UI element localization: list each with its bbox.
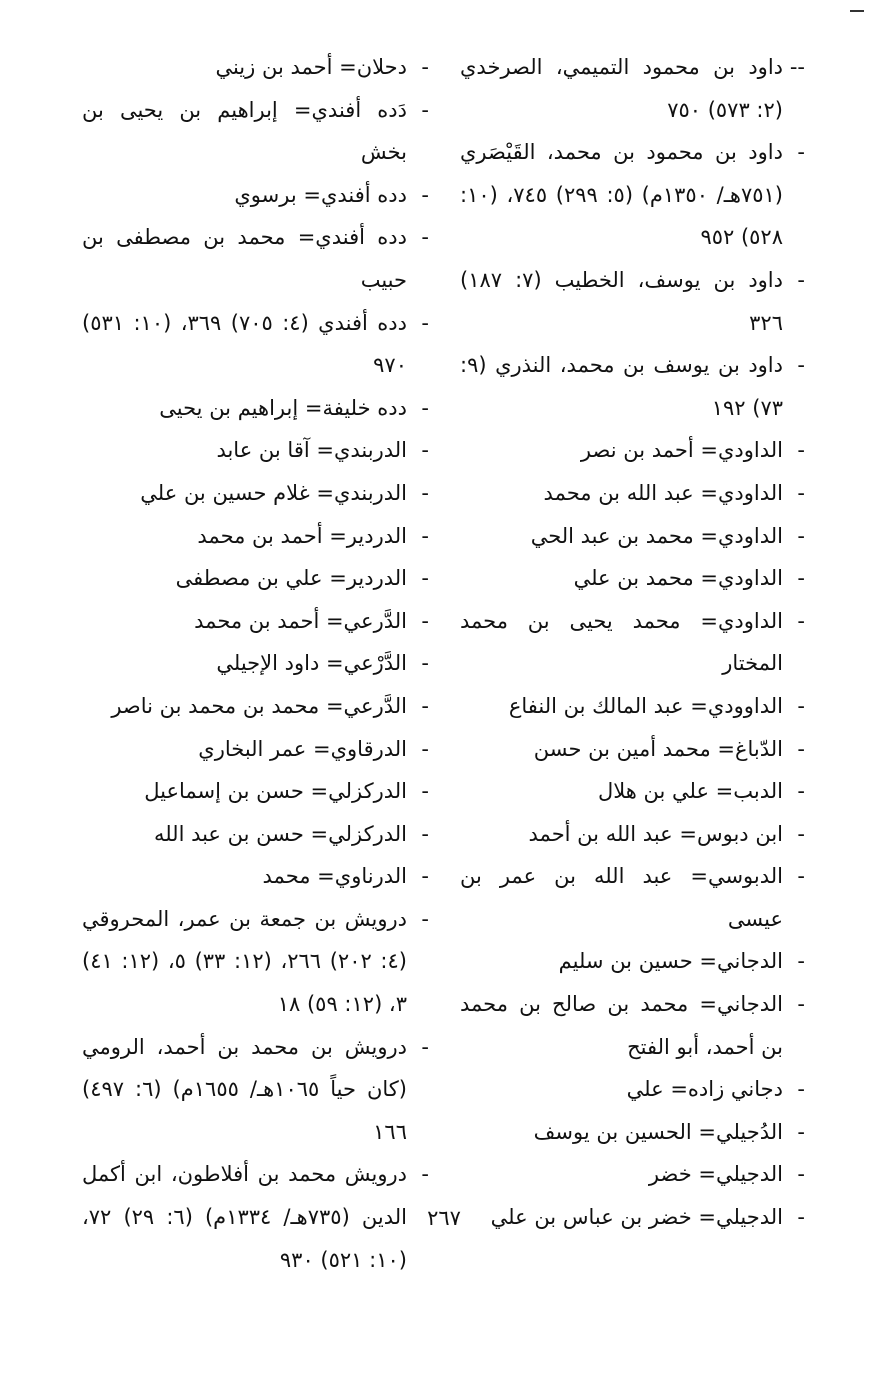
entry-text: الدركزلي= حسن بن عبد الله (153, 821, 407, 846)
entry-dash: - (421, 310, 429, 335)
entry-text: دده خليفة= إبراهيم بن يحيى (159, 395, 407, 420)
index-entry (82, 600, 429, 643)
entry-text: الداوودي= عبد المالك بن النفاع (508, 693, 783, 718)
index-column-right (460, 46, 805, 1239)
entry-text: الداودي= محمد بن عبد الحي (530, 523, 783, 548)
index-entry (82, 813, 429, 856)
entry-text: الدَّرعي= أحمد بن محمد (194, 608, 407, 633)
entry-dash: - (797, 438, 805, 463)
entry-text: الدبب= علي بن هلال (597, 779, 783, 804)
entry-dash: - (797, 821, 805, 846)
entry-dash: - (421, 97, 429, 122)
entry-dash: - (797, 693, 805, 718)
index-entry (460, 685, 805, 728)
entry-text: دَده أفندي= إبراهيم بن يحيى بن بخش (82, 97, 407, 165)
entry-dash: - (421, 55, 429, 79)
entry-text: داود بن يوسف، الخطيب (٧: ١٨٧) ٣٢٦ (460, 267, 783, 335)
entry-dash: - (421, 225, 429, 250)
index-entry (82, 216, 429, 301)
index-entry (460, 472, 805, 515)
entry-text: الدرقاوي= عمر البخاري (198, 736, 407, 761)
entry-text: درويش بن جمعة بن عمر، المحروقي (٤: ٢٠٢) ٢٦٦، (١٢: ٣٣) ٥، (١٢: ٤١) ٣، (١٢: ٥٩) ١٨ (82, 906, 407, 1017)
entry-text: الدَّرْعي= داود الإجيلي (216, 651, 407, 676)
corner-mark (850, 10, 864, 12)
entry-dash: - (797, 779, 805, 804)
entry-dash: - (421, 395, 429, 420)
index-entry (460, 983, 805, 1068)
index-entry (82, 898, 429, 1026)
entry-dash: - (797, 608, 805, 633)
index-entry (460, 855, 805, 940)
entry-dash: - (797, 480, 805, 505)
entry-dash: - (797, 864, 805, 889)
entry-text: الدربندي= غلام حسين بن علي (140, 480, 407, 505)
entry-dash: - (421, 1034, 429, 1059)
entry-dash: - (797, 1119, 805, 1144)
entry-dash: - (421, 438, 429, 463)
entry-text: الدركزلي= حسن بن إسماعيل (144, 779, 407, 804)
index-entry (82, 515, 429, 558)
index-entry (82, 557, 429, 600)
entry-dash: - (797, 353, 805, 378)
entry-dash: - (797, 523, 805, 548)
index-entry (82, 685, 429, 728)
entry-dash: - (797, 1205, 805, 1230)
index-entry (82, 728, 429, 771)
entry-dash: - (797, 267, 805, 292)
index-entry (82, 472, 429, 515)
entry-dash: - (797, 992, 805, 1017)
index-entry (460, 1153, 805, 1196)
entry-dash: - (797, 1162, 805, 1187)
index-entry (82, 387, 429, 430)
entry-text: الدردير= أحمد بن محمد (197, 523, 407, 548)
entry-text: الدّباغ= محمد أمين بن حسن (533, 736, 783, 761)
entry-dash: - (421, 693, 429, 718)
index-entry (82, 855, 429, 898)
index-entry (82, 1026, 429, 1154)
entry-dash: - (797, 1077, 805, 1102)
entry-text: الدجيلي= خضر بن عباس بن علي (490, 1205, 783, 1230)
index-entry (82, 770, 429, 813)
entry-dash: - (797, 566, 805, 591)
index-entry (460, 131, 805, 259)
entry-text: الداودي= عبد الله بن محمد (543, 480, 783, 505)
entry-text: دده أفندي= برسوي (234, 182, 407, 207)
entry-text: الدردير= علي بن مصطفى (175, 566, 407, 591)
entry-text: الداودي= محمد يحيى بن محمد المختار (460, 608, 783, 676)
entry-text: ابن دبوس= عبد الله بن أحمد (528, 821, 783, 846)
entry-text: الداودي= محمد بن علي (573, 566, 783, 591)
index-entry (82, 46, 429, 89)
entry-text: درويش محمد بن أفلاطون، ابن أكمل الدين (٧٣٥هـ/ ١٣٣٤م) (٦: ٢٩) ٧٢، (١٠: ٥٢١) ٩٣٠ (82, 1162, 407, 1272)
entry-text: دحلان= أحمد بن زيني (215, 55, 407, 79)
entry-dash: - (797, 736, 805, 761)
index-entry (460, 813, 805, 856)
entry-text: الدَّرعي= محمد بن محمد بن ناصر (111, 693, 407, 718)
index-column-left (82, 46, 429, 1281)
index-entry (460, 557, 805, 600)
entry-dash: - (421, 182, 429, 207)
entry-dash: - (421, 906, 429, 931)
entry-text: الدجاني= حسين بن سليم (558, 949, 783, 974)
entry-text: داود بن محمود بن محمد، القَيْصَري (٧٥١هـ/ ١٣٥٠م) (٥: ٢٩٩) ٧٤٥، (١٠: ٥٢٨) ٩٥٢ (460, 140, 783, 250)
index-entry (460, 259, 805, 344)
entry-dash: - (421, 608, 429, 633)
index-entry (82, 642, 429, 685)
entry-dash: - (421, 821, 429, 846)
entry-dash: - (421, 523, 429, 548)
entry-text: الدرناوي= محمد (262, 864, 407, 889)
index-entry (460, 1111, 805, 1154)
index-entry (460, 728, 805, 771)
index-entry (82, 302, 429, 387)
entry-text: الدجيلي= خضر (648, 1162, 783, 1187)
index-entry (460, 770, 805, 813)
entry-text: الدبوسي= عبد الله بن عمر بن عيسى (460, 864, 783, 931)
index-entry (460, 344, 805, 429)
page-number: ٢٦٧ (427, 1206, 461, 1230)
entry-text: دجاني زاده= علي (626, 1077, 783, 1102)
entry-text: دده أفندي (٤: ٧٠٥) ٣٦٩، (١٠: ٥٣١) ٩٧٠ (82, 310, 407, 378)
entry-text: درويش بن محمد بن أحمد، الرومي (كان حياً ١٠٦٥هـ/ ١٦٥٥م) (٦: ٤٩٧) ١٦٦ (82, 1034, 407, 1144)
index-entry (460, 46, 805, 131)
entry-dash: - (421, 779, 429, 804)
entry-dash: -- (789, 55, 805, 79)
index-entry (82, 174, 429, 217)
entry-text: داود بن محمود التميمي، الصرخدي (٢: ٥٧٣) ٧٥٠ (460, 55, 783, 122)
entry-text: الدجاني= محمد بن صالح بن محمد بن أحمد، أبو الفتح (460, 992, 783, 1059)
index-entry (460, 429, 805, 472)
entry-dash: - (421, 480, 429, 505)
entry-text: الدُجيلي= الحسين بن يوسف (533, 1119, 783, 1144)
entry-text: داود بن يوسف بن محمد، النذري (٩: ٧٣) ١٩٢ (460, 353, 783, 420)
entry-dash: - (421, 864, 429, 889)
entry-dash: - (421, 651, 429, 676)
entry-dash: - (797, 140, 805, 165)
entry-dash: - (421, 736, 429, 761)
index-entry (82, 89, 429, 174)
entry-text: الداودي= أحمد بن نصر (580, 438, 783, 463)
entry-dash: - (421, 566, 429, 591)
entry-text: الدربندي= آقا بن عابد (216, 438, 407, 463)
index-entry (460, 940, 805, 983)
entry-dash: - (421, 1162, 429, 1187)
entry-dash: - (797, 949, 805, 974)
index-entry (460, 515, 805, 558)
index-entry (460, 1068, 805, 1111)
index-entry (82, 429, 429, 472)
index-entry (460, 600, 805, 685)
entry-text: دده أفندي= محمد بن مصطفى بن حبيب (82, 225, 407, 292)
